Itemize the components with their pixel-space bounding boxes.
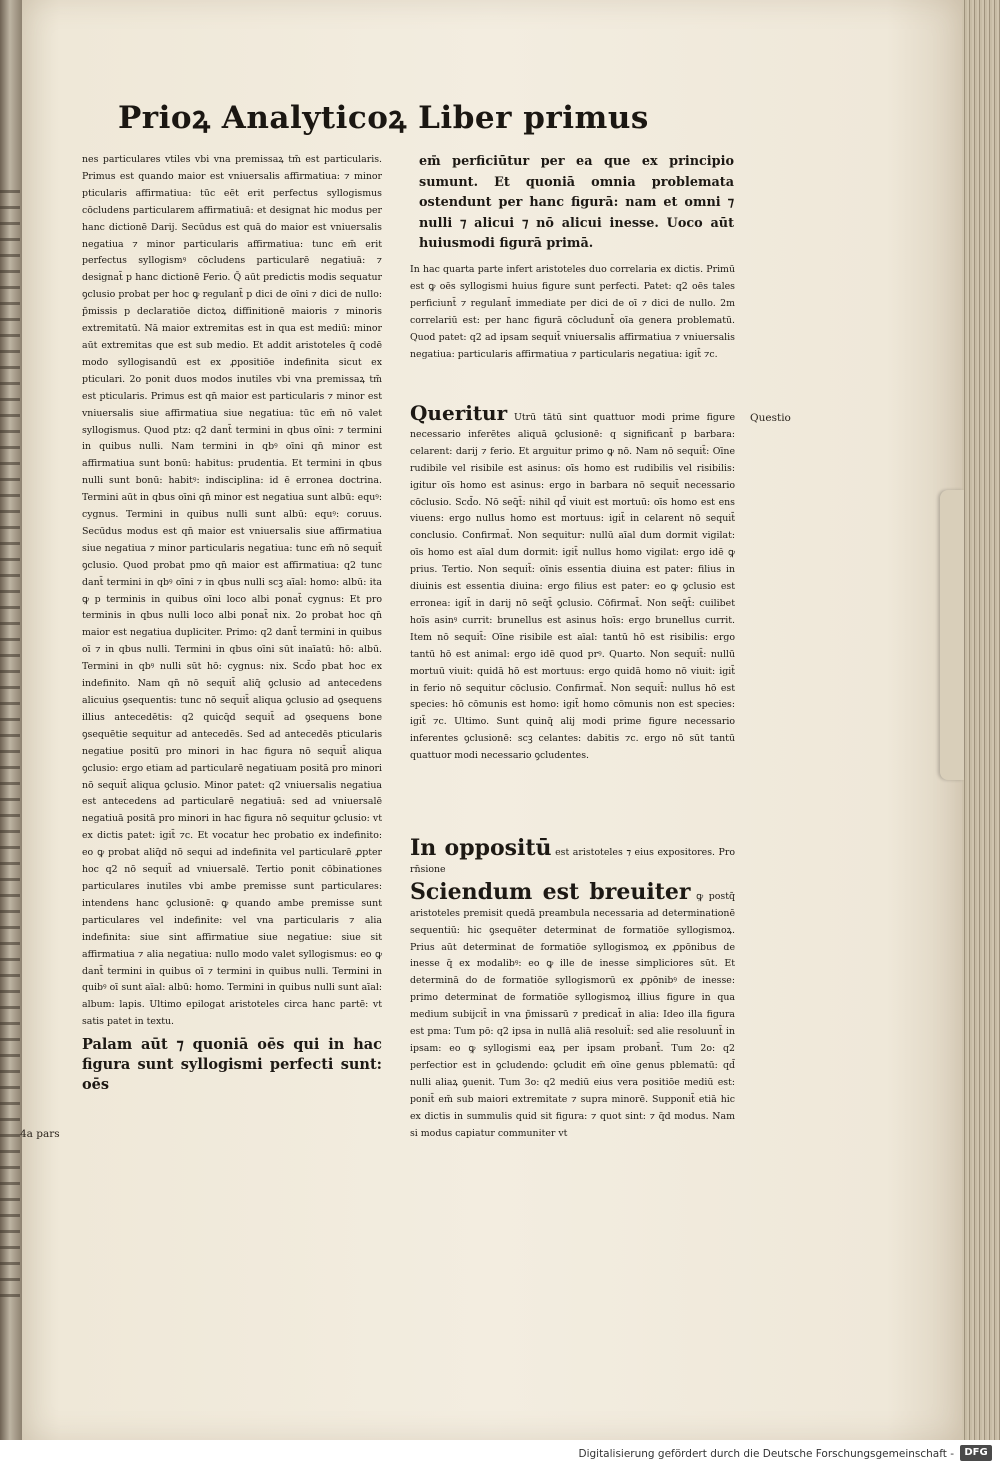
- right-column-commentary: [410, 262, 735, 363]
- right-column-commentary-text: In hac quarta parte infert aristoteles duo correlaria ex dictis. Primū est ꝙ oēs syllogismi huius figure sunt perfecti. Patet: q2 oēs tales perficiunt̄ ⁊ regulant̄ immediate per dici de oī ⁊ dici de nullo. 2m correlariū est: per hanc figurā cōcludunt̄ oīa genera problematū. Quod patet: q2 ad ipsam sequit̄ vniuersalis affirmatiua ⁊ vniuersalis negatiua: particularis affirmatiua ⁊ particularis negatiua: igit̄ ⁊c.: [410, 264, 735, 360]
- footer-bar: [0, 1440, 1000, 1467]
- right-column-bold: [419, 152, 734, 255]
- margin-note-questio: Questio: [750, 412, 791, 424]
- footer-credit: Digitalisierung gefördert durch die Deutsche Forschungsgemeinschaft -: [578, 1448, 954, 1460]
- left-column-text: nes particulares vtiles vbi vna premissaꝝ tm̄ est particularis. Primus est quando maior est vniuersalis affirmatiua: ⁊ minor pticularis affirmatiua: tūc eēt erit perfectus syllogismus cōcludens particularem affirmatiuā: et designat hic modus per hanc dictionē Darij. Secūdus est quā do maior est vniuersalis negatiua ⁊ minor particularis affirmatiua: tunc em̄ erit perfectus syllogismꝰ cōcludens particularē negatiuā: ⁊ designat̄ p hanc dictionē Ferio. Q̄ aūt predictis modis sequatur ꝯclusio probat per hoc ꝙ regulant̄ p dici de oīni ⁊ dici de nullo: p̄missis p declaratiōe dictoꝝ diffinitionē maioris ⁊ minoris extremitatū. Nā maior extremitas est in qua est mediū: minor aūt extremitas que est sub medio. Et addit aristoteles q̄ codē modo syllogisandū est ex ꝓpositiōe indefinita sicut ex pticulari. 2o ponit duos modos inutiles vbi vna premissaꝝ tm̄ est pticularis. Primus est qn̄ maior est particularis ⁊ minor est vniuersalis siue affirmatiua siue negatiua: tūc em̄ nō valet syllogismus. Quod ptz: q2 dant̄ termini in qbus oīni: ⁊ termini in quibus nulli. Nam termini in qbꝰ oīni qn̄ minor est affirmatiua sunt bonū: habitus: prudentia. Et termini in qbus nulli sunt bonū: habitꝰ: indisciplina: id ē erronea doctrina. Termini aūt in qbus oīni qn̄ minor est negatiua sunt albū: equꝰ: cygnus. Termini in quibus nulli sunt albū: equꝰ: coruus. Secūdus modus est qn̄ maior est vniuersalis siue affirmatiua siue negatiua ⁊ minor particularis negatiua: tunc em̄ nō sequit̄ ꝯclusio. Quod probat pmo qn̄ maior est affirmatiua: q2 tunc dant̄ termini in qbꝰ oīni ⁊ in qbus nulli scꝫ aīal: homo: albū: ita ꝙ p terminis in quibus oīni loco albi ponat̄ cygnus: Et pro terminis in qbus nulli loco albi ponat̄ nix. 2o probat hoc qn̄ maior est negatiua dupliciter. Primo: q2 dant̄ termini in quibus oī ⁊ in qbus nulli. Termini in qbus oīni sūt inaīatū: hō: albū. Termini in qbꝰ nulli sūt hō: cygnus: nix. Scd̄o pbat hoc ex indefinito. Nam qn̄ nō sequit̄ aliq̄ ꝯclusio ad antecedens alicuius ꝯsequentis: tunc nō sequit̄ aliqua ꝯclusio ad ꝯsequens illius antecedētis: q2 quicq̄d sequit̄ ad ꝯsequens bone ꝯsequētie sequitur ad antecedēs. Sed ad antecedēs pticularis negatiue positū pro minori in hac figura nō sequit̄ aliqua ꝯclusio: ergo etiam ad particularē negatiuam positā pro minori nō sequit̄ aliqua ꝯclusio. Minor patet: q2 vniuersalis negatiua est antecedens ad particularē negatiuā: sed ad vniuersalē negatiuā positā pro minori in hac figura nō sequitur ꝯclusio: vt ex dictis patet: igit̄ ⁊c. Et vocatur hec probatio ex indefinito: eo ꝙ probat aliq̄d nō sequi ad indefinita vel particularē ꝓpter hoc q2 nō sequit̄ ad vniuersalē. Tertio ponit cōbinationes particulares inutiles vbi ambe premisse sunt particulares: intendens hanc ꝯclusionē: ꝙ quando ambe premisse sunt particulares vel indefinite: vel vna particularis ⁊ alia indefinita: siue sint affirmatiue siue negatiue: siue sit affirmatiua ⁊ alia negatiua: nullo modo valet syllogismus: eo ꝙ dant̄ termini in quibus oī ⁊ termini in quibus nulli. Termini in quibꝰ oī sunt aīal: albū: homo. Termini in quibus nulli sunt aīal: album: lapis. Ultimo epilogat aristoteles circa hanc partē: vt satis patet in textu.: [82, 154, 382, 1028]
- right-column-bold-text: em̄ perficiūtur per ea que ex principio sumunt. Et quoniā omnia problemata ostendunt per hanc figurā: nam et omni ⁊ nulli ⁊ alicui ⁊ nō alicui inesse. Uoco aūt huiusmodi figurā primā.: [419, 154, 734, 251]
- queritur-text: Utrū tātū sint quattuor modi prime figure necessario inferētes aliquā ꝯclusionē: q significant̄ p barbara: celarent: darij ⁊ ferio. Et arguitur primo ꝙ nō. Nam nō sequit̄: Oīne rudibile vel risibile est asinus: oīs homo est rudibilis vel risibilis: igitur oīs homo est asinus: ergo in barbara nō sequit̄ necessario cōclusio. Scd̄o. Nō seq̄t̄: nihil qd̄ viuit est mortuū: oīs homo est ens viuens: ergo nullus homo est mortuus: igit̄ in celarent nō sequit̄ conclusio. Confirmat̄. Non sequitur: nullū aīal dum dormit vigilat: oīs homo est aīal dum dormit: igit̄ nullus homo vigilat: ergo idē ꝙ prius. Tertio. Non sequit̄: oīnis essentia diuina est pater: filius in diuinis est essentia diuina: ergo filius est pater: eo ꝙ ꝯclusio est erronea: igit̄ in darij nō seq̄t̄ ꝯclusio. Cōfirmat̄. Non seq̄t̄: cuilibet hoīs asinꝰ currit: brunellus est asinus hoīs: ergo brunellus currit. Item nō sequit̄: Oīne risibile est aīal: tantū hō est risibilis: ergo tantū hō est animal: ergo idē quod prꝰ. Quarto. Non sequit̄: nullū mortuū viuit: quidā hō est mortuus: ergo quidā homo nō viuit: igit̄ in ferio nō sequitur cōclusio. Confirmat̄. Non sequit̄: nullus hō est species: hō cōmunis est homo: igit̄ homo cōmunis non est species: igit̄ ⁊c. Ultimo. Sunt quinq̄ alij modi prime figure necessario inferentes ꝯclusionē: scꝫ celantes: dabitis ⁊c. ergo nō sūt tantū quattuor modi necessario ꝯcludentes.: [410, 412, 735, 762]
- running-head: Prioꝝ Analyticoꝝ Liber primus: [118, 100, 649, 136]
- dfg-logo-icon: DFG: [960, 1445, 992, 1461]
- left-column-bold-text: Palam aūt ⁊ quoniā oēs qui in hac figura sunt syllogismi perfecti sunt: oēs: [82, 1036, 382, 1094]
- margin-note-quarta-pars: 4a pars: [20, 1128, 60, 1140]
- page-stack-edge: [962, 0, 1000, 1440]
- in-opposito-text: est aristoteles ⁊ eius expositores. Pro rn̄sione: [410, 847, 735, 875]
- right-column-queritur: [410, 402, 735, 765]
- in-opposito-heading: In oppositū: [410, 835, 552, 861]
- sciendum-text: ꝙ postq̄ aristoteles premisit quedā preambula necessaria ad determinationē sequentiū: hic ꝯsequēter determinat de formatiōe syllogismoꝝ. Prius aūt determinat de formatiōe syllogismoꝝ ex ꝓpōnibus de inesse q̄ ex modalibꝰ: eo ꝙ ille de inesse simpliciores sūt. Et determinā do de formatiōe syllogismorū ex ꝓpōnibꝰ de inesse: primo determinat de formatiōe syllogismoꝝ illius figure in qua medium subijcit̄ in vna p̄missarū ⁊ predicat̄ in alia: Ideo illa figura est pma: Tum pō: q2 ipsa in nullā aliā resoluit̄: sed alie resoluunt̄ in ipsam: eo ꝙ syllogismi eaꝝ per ipsam probant̄. Tum 2o: q2 perfectior est in ꝯcludendo: ꝯcludit em̄ oīne genus pblematū: qd̄ nulli aliaꝝ ꝯuenit. Tum 3o: q2 mediū eius vera positiōe mediū est: ponit̄ em̄ sub maiori extremitate ⁊ supra minorē. Supponit̄ etiā hic ex dictis in summulis quid sit figura: ⁊ quot sint: ⁊ q̄d modus. Nam si modus capiatur communiter vt: [410, 890, 736, 1139]
- page-clip: [940, 490, 964, 780]
- facing-page-edge: [0, 0, 22, 1440]
- right-column-sciendum: [410, 835, 735, 1142]
- facing-page-text: [0, 190, 20, 1310]
- left-column: [82, 152, 382, 1095]
- sciendum-heading: Sciendum est breuiter: [410, 878, 691, 905]
- queritur-heading: Queritur: [410, 401, 508, 425]
